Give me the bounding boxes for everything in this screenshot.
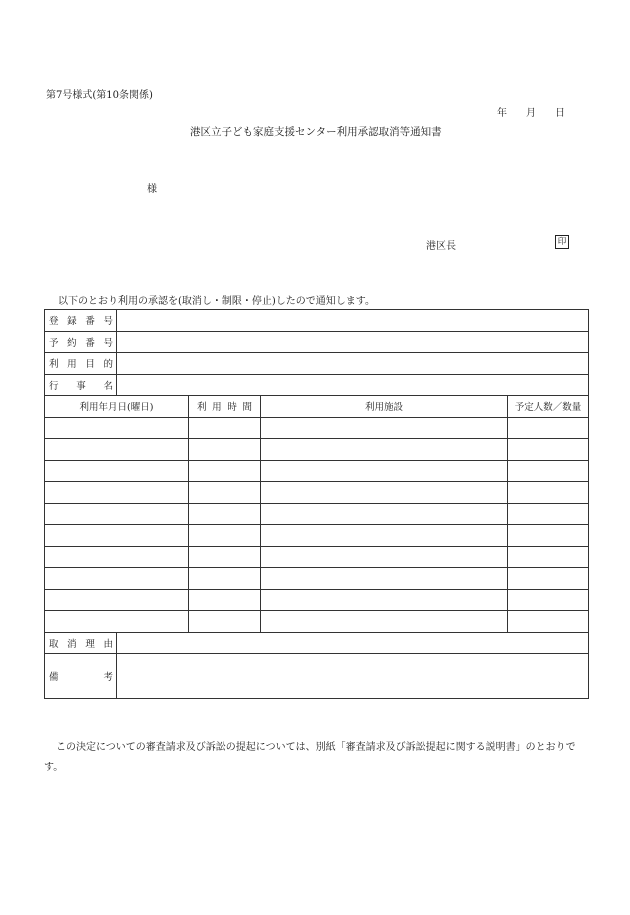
schedule-row <box>45 460 589 482</box>
schedule-row <box>45 611 589 633</box>
registration-number-field[interactable] <box>117 310 589 332</box>
usage-date-cell[interactable] <box>45 546 189 568</box>
usage-date-cell[interactable] <box>45 525 189 547</box>
event-name-label: 行 事 名 <box>45 374 117 396</box>
event-name-row <box>45 374 589 396</box>
headcount-cell[interactable] <box>508 568 589 590</box>
facility-cell[interactable] <box>261 589 508 611</box>
headcount-cell[interactable] <box>508 611 589 633</box>
usage-date-cell[interactable] <box>45 460 189 482</box>
cancellation-reason-row <box>45 632 589 654</box>
usage-time-cell[interactable] <box>189 460 261 482</box>
notice-table <box>44 309 589 699</box>
intro-text: 以下のとおり利用の承認を(取消し・制限・停止)したので通知します。 <box>58 296 376 307</box>
facility-cell[interactable] <box>261 417 508 439</box>
cancellation-reason-label: 取 消 理 由 <box>45 632 117 654</box>
usage-date-cell[interactable] <box>45 611 189 633</box>
recipient-suffix: 様 <box>147 184 157 195</box>
date-line <box>497 104 565 119</box>
usage-time-cell[interactable] <box>189 589 261 611</box>
reservation-number-field[interactable] <box>117 331 589 353</box>
event-name-field[interactable] <box>117 374 589 396</box>
usage-time-cell[interactable] <box>189 439 261 461</box>
schedule-row <box>45 503 589 525</box>
facility-cell[interactable] <box>261 503 508 525</box>
headcount-cell[interactable] <box>508 439 589 461</box>
usage-time-cell[interactable] <box>189 546 261 568</box>
cancellation-reason-field[interactable] <box>117 632 589 654</box>
usage-time-cell[interactable] <box>189 503 261 525</box>
facility-cell[interactable] <box>261 568 508 590</box>
purpose-row <box>45 353 589 375</box>
usage-time-header: 利 用 時 間 <box>189 396 261 418</box>
facility-header: 利用施設 <box>261 396 508 418</box>
usage-date-cell[interactable] <box>45 568 189 590</box>
remarks-label: 備 考 <box>45 654 117 699</box>
usage-date-cell[interactable] <box>45 439 189 461</box>
headcount-cell[interactable] <box>508 482 589 504</box>
date-day-label: 日 <box>555 108 565 119</box>
headcount-cell[interactable] <box>508 417 589 439</box>
headcount-cell[interactable] <box>508 460 589 482</box>
form-number: 第7号様式(第10条関係) <box>46 90 153 101</box>
usage-date-cell[interactable] <box>45 417 189 439</box>
facility-cell[interactable] <box>261 482 508 504</box>
usage-date-cell[interactable] <box>45 589 189 611</box>
usage-date-cell[interactable] <box>45 482 189 504</box>
appeal-note: この決定についての審査請求及び訴訟の提起については、別紙「審査請求及び訴訟提起に関する説明書」のとおりです。 <box>44 742 576 773</box>
schedule-row <box>45 546 589 568</box>
registration-number-row <box>45 310 589 332</box>
purpose-field[interactable] <box>117 353 589 375</box>
facility-cell[interactable] <box>261 525 508 547</box>
schedule-row <box>45 568 589 590</box>
seal-mark: 印 <box>555 235 569 249</box>
usage-time-cell[interactable] <box>189 611 261 633</box>
headcount-cell[interactable] <box>508 546 589 568</box>
usage-date-header: 利用年月日(曜日) <box>45 396 189 418</box>
headcount-cell[interactable] <box>508 589 589 611</box>
reservation-number-row <box>45 331 589 353</box>
usage-time-cell[interactable] <box>189 568 261 590</box>
facility-cell[interactable] <box>261 611 508 633</box>
document-title: 港区立子ども家庭支援センター利用承認取消等通知書 <box>190 126 442 138</box>
facility-cell[interactable] <box>261 460 508 482</box>
purpose-label: 利 用 目 的 <box>45 353 117 375</box>
usage-time-cell[interactable] <box>189 482 261 504</box>
schedule-row <box>45 482 589 504</box>
reservation-number-label: 予 約 番 号 <box>45 331 117 353</box>
usage-time-cell[interactable] <box>189 525 261 547</box>
headcount-cell[interactable] <box>508 525 589 547</box>
usage-date-cell[interactable] <box>45 503 189 525</box>
issuer-name: 港区長 <box>426 241 456 252</box>
registration-number-label: 登 録 番 号 <box>45 310 117 332</box>
schedule-row <box>45 417 589 439</box>
headcount-cell[interactable] <box>508 503 589 525</box>
headcount-header: 予定人数／数量 <box>508 396 589 418</box>
facility-cell[interactable] <box>261 546 508 568</box>
date-month-label: 月 <box>526 108 536 119</box>
schedule-row <box>45 589 589 611</box>
usage-time-cell[interactable] <box>189 417 261 439</box>
schedule-row <box>45 525 589 547</box>
facility-cell[interactable] <box>261 439 508 461</box>
schedule-row <box>45 439 589 461</box>
remarks-field[interactable] <box>117 654 589 699</box>
remarks-row <box>45 654 589 699</box>
date-year-label: 年 <box>497 108 507 119</box>
schedule-header-row <box>45 396 589 418</box>
